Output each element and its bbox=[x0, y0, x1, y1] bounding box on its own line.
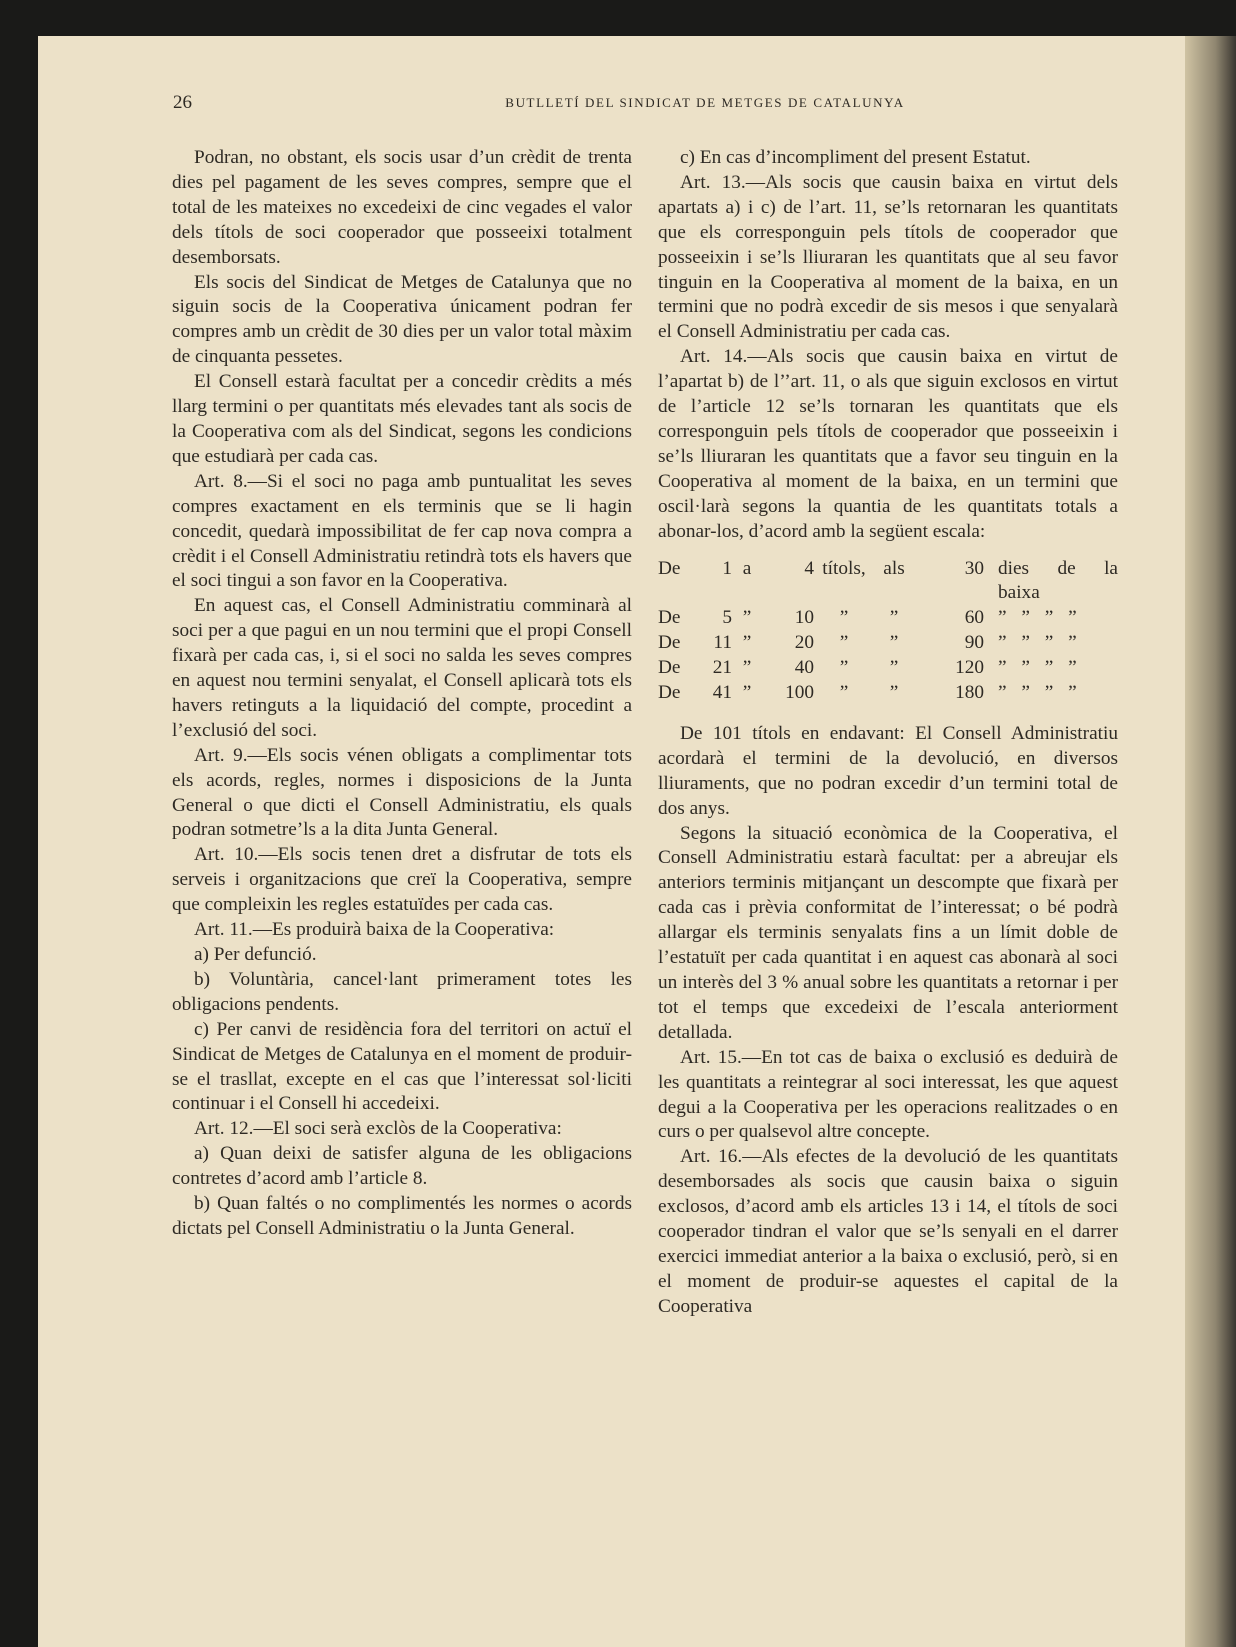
table-cell: als bbox=[883, 557, 905, 579]
paragraph: Art. 13.—Als socis que causin baixa en virtut dels apartats a) i c) de l’art. 11, se’ls retornaran les quantitats que els corresponguin pels títols de cooperador que posseeixin i se’ls lliuraran les quantitats que al seu favor tinguin en la Cooperativa al moment de la baixa, en un termini que no podrà excedir de sis mesos i que senyalarà el Consell Administratiu per cada cas. bbox=[658, 171, 1118, 343]
page-number: 26 bbox=[173, 92, 192, 113]
paragraph: Art. 14.—Als socis que causin baixa en virtut de l’apartat b) de l’’art. 11, o als que siguin exclosos en virtut de l’article 12 se’ls tornaran les quantitats que els corresponguin pels títols de cooperador que posseeixin i se’ls lliuraran les quantitats que a favor seu tinguin en la Cooperativa al moment de la baixa, en un termini que oscil·larà segons la quantia de les quantitats totals a abonar-los, d’acord amb la següent escala: bbox=[658, 346, 1118, 542]
table-cell: 1 bbox=[722, 557, 732, 579]
table-cell: 60 bbox=[964, 607, 984, 629]
table-cell: 40 bbox=[794, 657, 814, 679]
table-cell: ” bbox=[839, 632, 849, 654]
list-item: b) Quan faltés o no complimentés les normes o acords dictats pel Consell Administratiu o la Junta General. bbox=[172, 1193, 632, 1239]
scale-table bbox=[658, 557, 1118, 706]
table-cell: ” bbox=[742, 682, 752, 704]
table-cell: ” bbox=[742, 632, 752, 654]
left-column bbox=[172, 146, 632, 1242]
book-edge bbox=[1185, 36, 1236, 1647]
table-row bbox=[658, 656, 1118, 681]
table-cell: ” bbox=[889, 607, 899, 629]
table-cell: 5 bbox=[722, 607, 732, 629]
table-cell: títols, bbox=[822, 557, 866, 579]
table-cell: De bbox=[658, 557, 681, 579]
table-cell: ” ” ” ” bbox=[998, 682, 1077, 704]
table-cell: dies de la baixa bbox=[998, 557, 1118, 604]
table-cell: De bbox=[658, 682, 681, 704]
table-cell: 20 bbox=[794, 632, 814, 654]
table-cell: De bbox=[658, 632, 681, 654]
table-cell: ” bbox=[839, 607, 849, 629]
paragraph: Art. 9.—Els socis vénen obligats a complimentar tots els acords, regles, normes i disposicions de la Junta General o que dicti el Consell Administratiu, els quals podran sotmetre’ls a la dita Junta General. bbox=[172, 744, 632, 841]
table-cell: 4 bbox=[804, 557, 814, 579]
table-cell: ” ” ” ” bbox=[998, 657, 1077, 679]
table-cell: De bbox=[658, 657, 681, 679]
list-item: a) Quan deixi de satisfer alguna de les obligacions contretes d’acord amb l’article 8. bbox=[172, 1143, 632, 1190]
paragraph: Els socis del Sindicat de Metges de Catalunya que no siguin socis de la Cooperativa únicament podran fer compres amb un crèdit de 30 dies per un valor total màxim de cinquanta pessetes. bbox=[172, 271, 632, 368]
paragraph: Art. 10.—Els socis tenen dret a disfrutar de tots els serveis i organitzacions que creï la Cooperativa, sempre que compleixin les regles estatuïdes per cada cas. bbox=[172, 844, 632, 916]
paragraph: Art. 8.—Si el soci no paga amb puntualitat les seves compres exactament en els terminis que se li hagin concedit, quedarà impossibilitat de fer cap nova compra a crèdit i el Consell Administratiu retindrà tots els havers que el soci tingui a son favor en la Cooperativa. bbox=[172, 470, 632, 592]
paragraph: Art. 11.—Es produirà baixa de la Cooperativa: bbox=[194, 919, 555, 941]
table-cell: ” bbox=[839, 682, 849, 704]
table-cell: a bbox=[742, 557, 752, 579]
table-cell: ” ” ” ” bbox=[998, 632, 1077, 654]
table-cell: 180 bbox=[955, 682, 984, 704]
paragraph: En aquest cas, el Consell Administratiu comminarà al soci per a que pagui en un nou termini que el propi Consell fixarà per cada cas, i, si el soci no salda les seves compres en aquest nou termini senyalat, el Consell aplicarà tots els havers retinguts a la liquidació del compte, procedint a l’exclusió del soci. bbox=[172, 595, 632, 741]
list-item: b) Voluntària, cancel·lant primerament totes les obligacions pendents. bbox=[172, 968, 632, 1015]
table-row bbox=[658, 681, 1118, 706]
table-cell: 90 bbox=[964, 632, 984, 654]
table-cell: 120 bbox=[955, 657, 984, 679]
table-cell: 41 bbox=[712, 682, 732, 704]
table-cell: 10 bbox=[794, 607, 814, 629]
list-item: c) Per canvi de residència fora del territori on actuï el Sindicat de Metges de Catalunya en el moment de produir-se el trasllat, excepte en el cas que l’interessat sol·liciti continuar i el Consell hi accedeixi. bbox=[172, 1018, 632, 1115]
paragraph: Podran, no obstant, els socis usar d’un crèdit de trenta dies pel pagament de les seves compres, sempre que el total de les mateixes no excedeixi de cinc vegades el valor dels títols de soci cooperador que posseeixi totalment desemborsats. bbox=[172, 147, 632, 268]
table-cell: ” bbox=[839, 657, 849, 679]
table-cell: De bbox=[658, 607, 681, 629]
table-cell: 21 bbox=[712, 657, 732, 679]
running-title: BUTLLETÍ DEL SINDICAT DE METGES DE CATALUNYA bbox=[505, 95, 905, 110]
list-item: c) En cas d’incompliment del present Estatut. bbox=[680, 147, 1031, 168]
table-cell: ” bbox=[889, 682, 899, 704]
paragraph: El Consell estarà facultat per a concedir crèdits a més llarg termini o per quantitats més elevades tant als socis de la Cooperativa com als del Sindicat, segons les condicions que estudiarà per cada cas. bbox=[172, 371, 632, 467]
table-cell: ” bbox=[889, 632, 899, 654]
list-item: a) Per defunció. bbox=[194, 944, 317, 965]
paragraph: Art. 12.—El soci serà exclòs de la Cooperativa: bbox=[194, 1118, 562, 1140]
paragraph: Art. 16.—Als efectes de la devolució de les quantitats desemborsades als socis que causin baixa o siguin exclosos, d’acord amb els articles 13 i 14, el títols de soci cooperador tindran el valor que se’ls senyali en el darrer exercici immediat anterior a la baixa o exclusió, però, si en el moment de produir-se aquestes el capital de la Cooperativa bbox=[658, 1146, 1118, 1317]
table-cell: ” bbox=[889, 657, 899, 679]
paragraph: Art. 15.—En tot cas de baixa o exclusió es deduirà de les quantitats a reintegrar al soci interessat, les que aquest degui a la Cooperativa per les operacions realitzades o en curs o per qualsevol altre concepte. bbox=[658, 1046, 1118, 1143]
table-cell: ” bbox=[742, 607, 752, 629]
table-cell: 11 bbox=[713, 632, 732, 654]
table-row bbox=[658, 557, 1118, 607]
table-cell: 30 bbox=[964, 557, 984, 579]
paragraph: De 101 títols en endavant: El Consell Administratiu acordarà el termini de la devolució, en diversos lliuraments, que no podran excedir d’un termini total de dos anys. bbox=[658, 722, 1118, 819]
paragraph: Segons la situació econòmica de la Cooperativa, el Consell Administratiu estarà facultat: per a abreujar els anteriors terminis mitjançant un descompte que fixarà per cada cas i prèvia conformitat de l’interessat; o bé podrà allargar els terminis senyalats fins a un límit doble de l’estatuït per cada quantitat i en aquest cas abonarà al soci un interès del 3 % anual sobre les quantitats a retornar i per tot el temps que excedeixi de l’escala anteriorment detallada. bbox=[658, 822, 1118, 1043]
right-column bbox=[658, 146, 1118, 1320]
table-cell: 100 bbox=[785, 682, 814, 704]
table-row bbox=[658, 606, 1118, 631]
table-cell: ” ” ” ” bbox=[998, 607, 1077, 629]
table-cell: ” bbox=[742, 657, 752, 679]
table-row bbox=[658, 631, 1118, 656]
